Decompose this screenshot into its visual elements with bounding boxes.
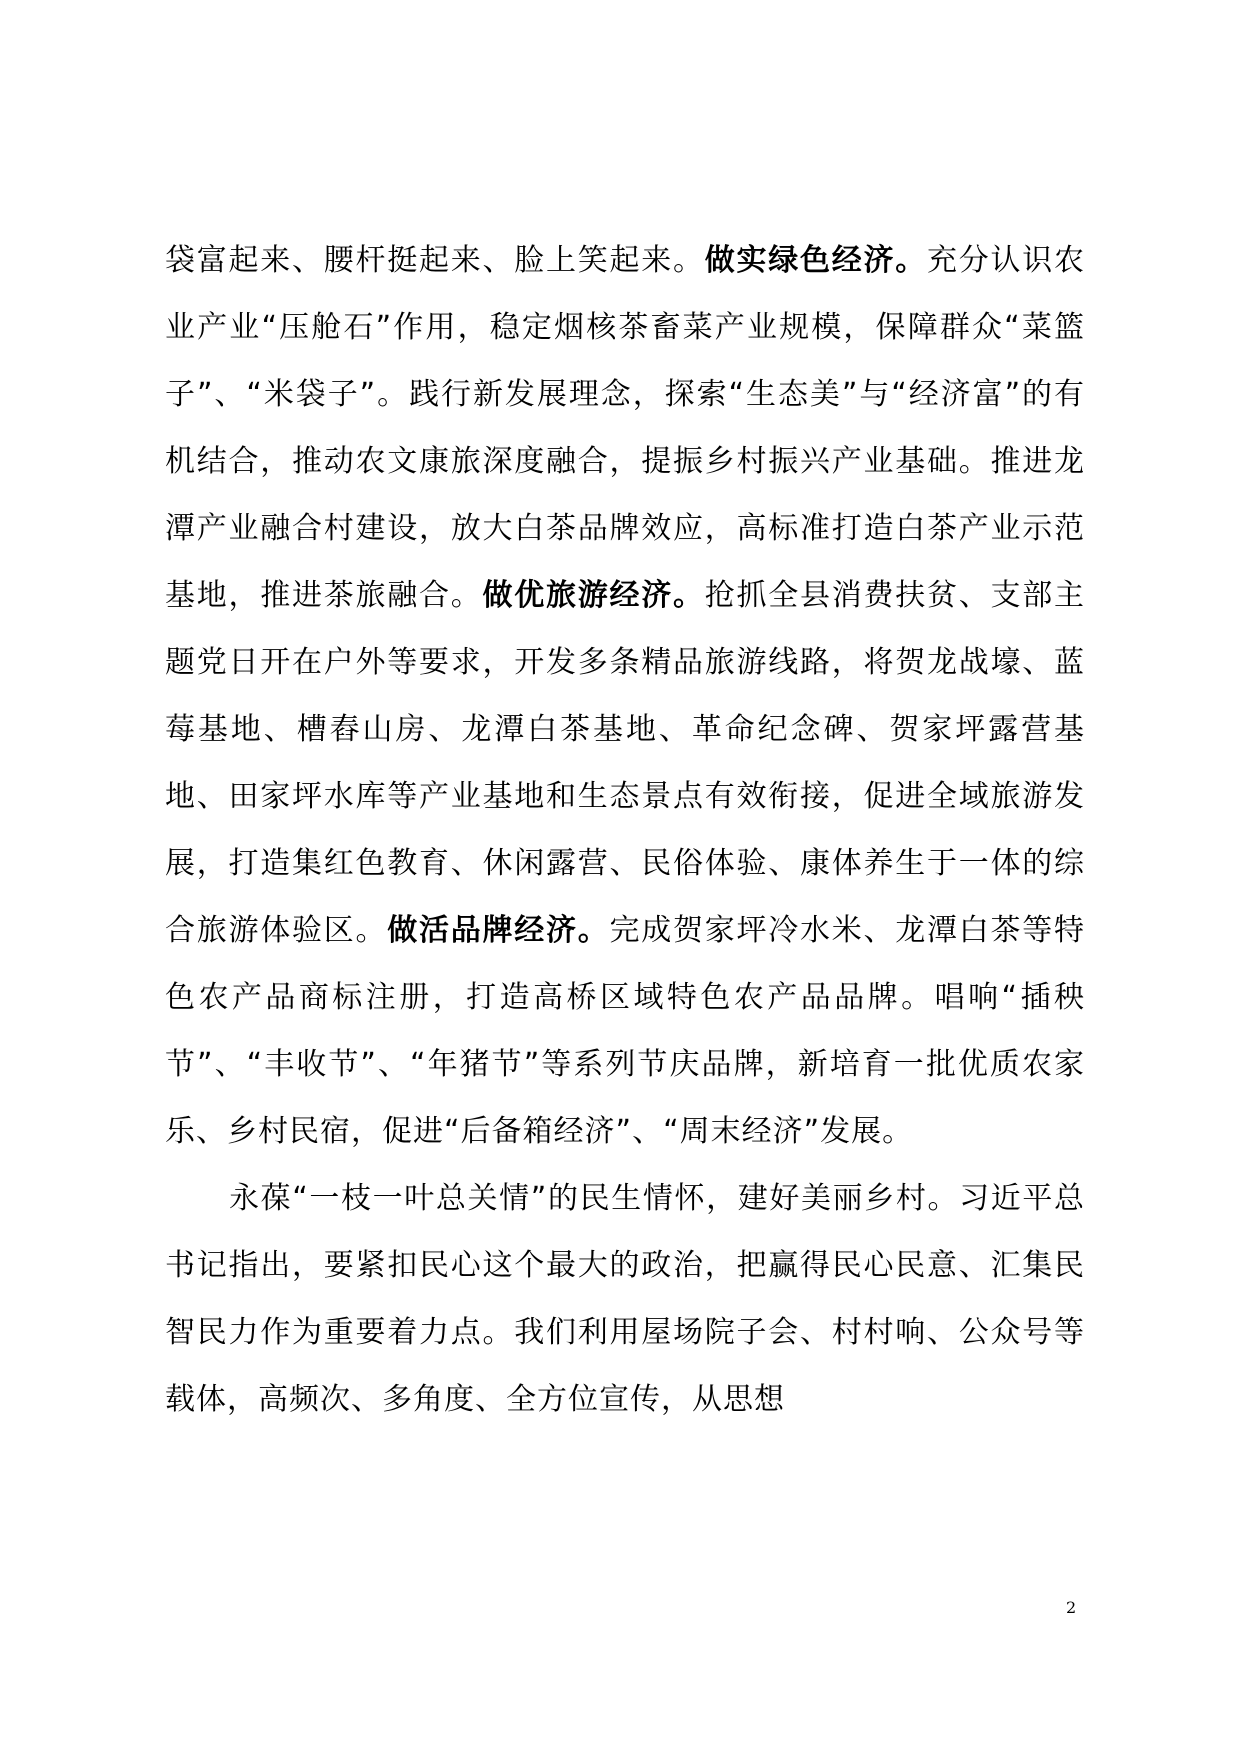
text-run: 永葆“一枝一叶总关情”的民生情怀，建好美丽乡村。习近平总书记指出，要紧扣民心这个最大的政治，把赢得民心民意、汇集民智民力作为重要着力点。我们利用屋场院子会、村村响、公众号等载体，高频次、多角度、全方位宣传，从思想 (165, 1181, 1085, 1417)
heading-green-economy: 做实绿色经济。 (704, 243, 927, 278)
paragraph-1 (165, 227, 1085, 1165)
text-run: 充分认识农业产业“压舱石”作用，稳定烟核茶畜菜产业规模，保障群众“菜篮子”、“米袋子”。践行新发展理念，探索“生态美”与“经济富”的有机结合，推动农文康旅深度融合，提振乡村振兴产业基础。推进龙潭产业融合村建设，放大白茶品牌效应，高标准打造白茶产业示范基地，推进茶旅融合。 (165, 243, 1085, 613)
heading-tourism-economy: 做优旅游经济。 (482, 578, 705, 613)
paragraph-2 (165, 1165, 1085, 1433)
body-text (165, 227, 1085, 1433)
text-run: 完成贺家坪冷水米、龙潭白茶等特色农产品商标注册，打造高桥区域特色农产品品牌。唱响“插秧节”、“丰收节”、“年猪节”等系列节庆品牌，新培育一批优质农家乐、乡村民宿，促进“后备箱经济”、“周末经济”发展。 (165, 913, 1085, 1149)
page-number: 2 (1066, 1598, 1077, 1617)
heading-brand-economy: 做活品牌经济。 (387, 913, 610, 948)
text-run: 抢抓全县消费扶贫、支部主题党日开在户外等要求，开发多条精品旅游线路，将贺龙战壕、蓝莓基地、槽舂山房、龙潭白茶基地、革命纪念碑、贺家坪露营基地、田家坪水库等产业基地和生态景点有效衔接，促进全域旅游发展，打造集红色教育、休闲露营、民俗体验、康体养生于一体的综合旅游体验区。 (165, 578, 1085, 948)
text-run: 袋富起来、腰杆挺起来、脸上笑起来。 (165, 243, 705, 278)
